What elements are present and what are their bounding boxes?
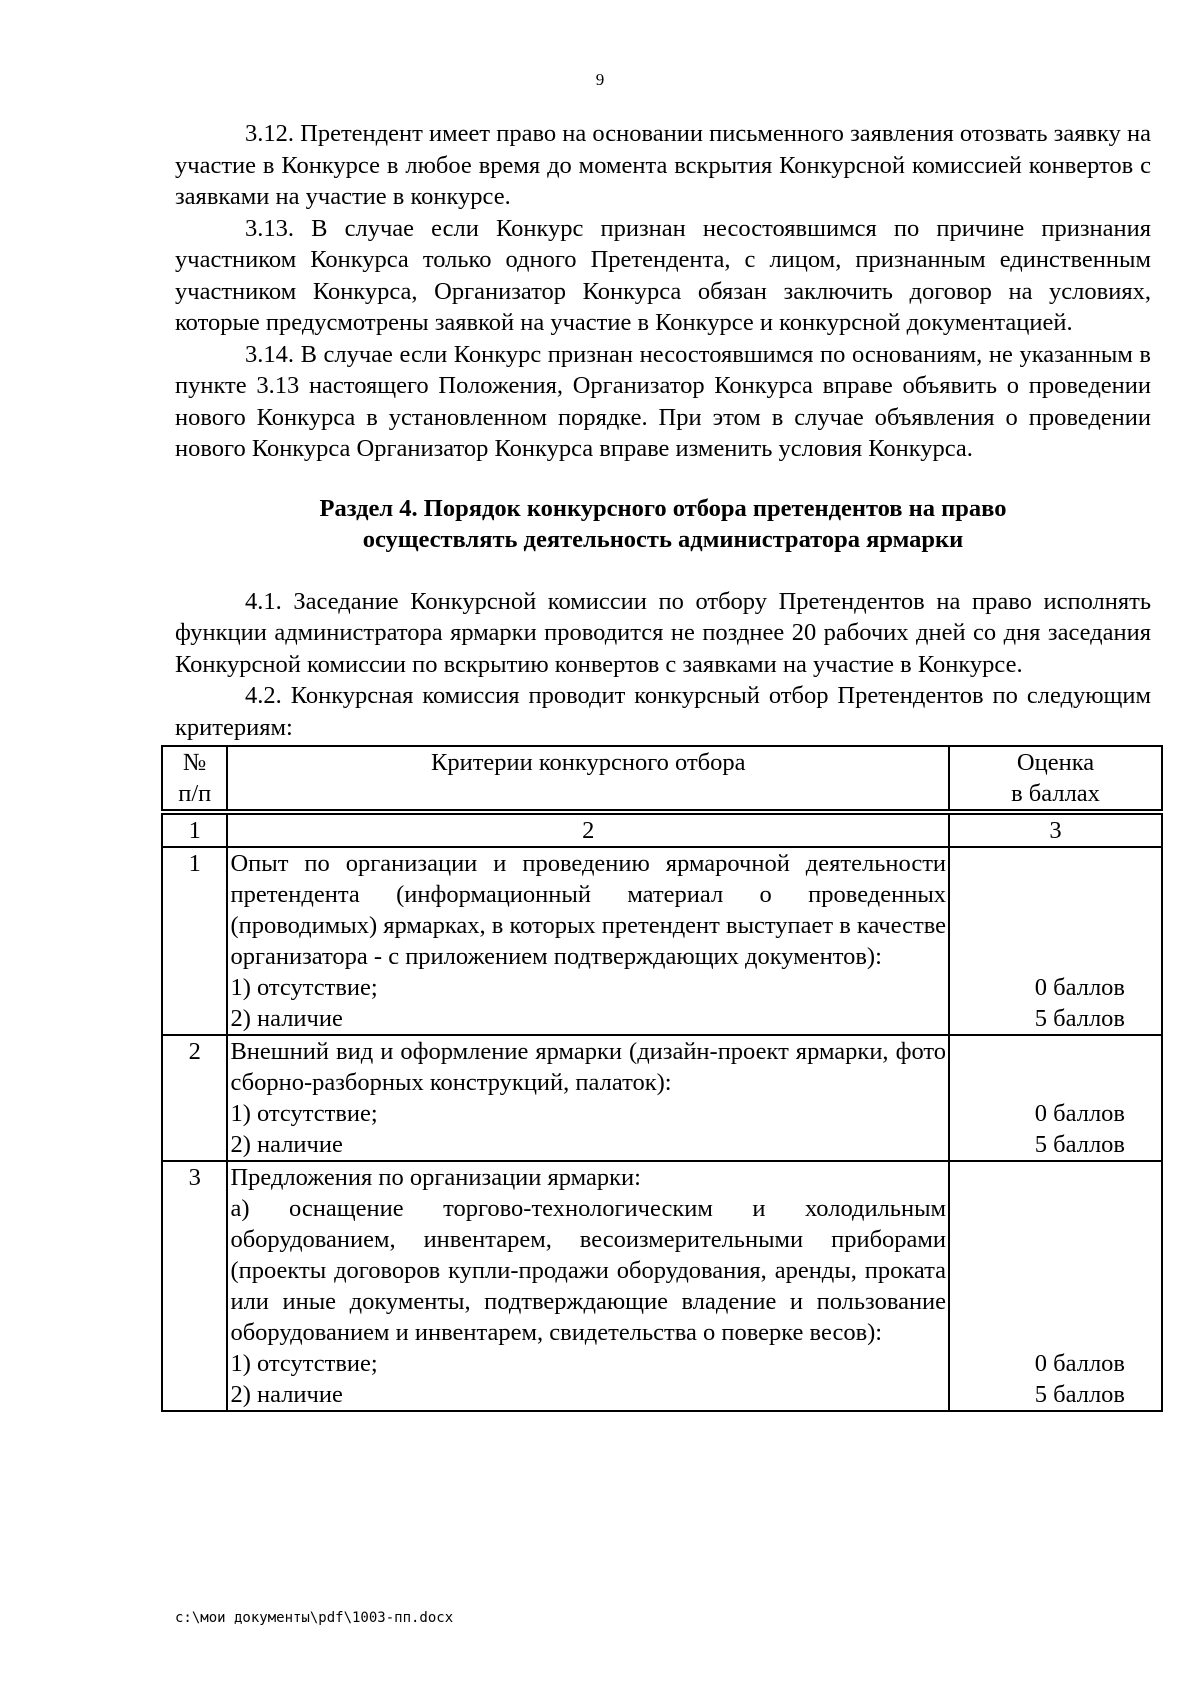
paragraph-3-12: 3.12. Претендент имеет право на основании письменного заявления отозвать заявку на участие в Конкурсе в любое время до момента вскрытия Конкурсной комиссией конвертов с заявками на участие в конкурсе. (175, 120, 1151, 210)
row-score-2: 5 баллов (1034, 1381, 1125, 1408)
header-num-cell (162, 746, 227, 812)
row-option-1: 1) отсутствие; (230, 1100, 378, 1127)
header-score-line1: Оценка (1016, 749, 1095, 776)
row-score-1: 0 баллов (1034, 1350, 1125, 1377)
row-option-2: 2) наличие (230, 1381, 343, 1408)
column-number-1: 1 (162, 812, 227, 847)
section-heading-line1: Раздел 4. Порядок конкурсного отбора претендентов на право (319, 494, 1007, 522)
paragraph-3-14: 3.14. В случае если Конкурс признан несостоявшимся по основаниям, не указанным в пункте 3.13 настоящего Положения, Организатор Конкурса вправе объявить о проведении нового Конкурса в установленном порядке. При этом в случае объявления о проведении нового Конкурса Организатор Конкурса вправе изменить условия Конкурса. (175, 340, 1151, 462)
header-num-line2: п/п (178, 780, 212, 807)
row-scores (949, 847, 1162, 1035)
paragraph-4-1: 4.1. Заседание Конкурсной комиссии по отбору Претендентов на право исполнять функции администратора ярмарки проводится не позднее 20 рабочих дней со дня заседания Конкурсной комиссии по вскрытию конвертов с заявками на участие в Конкурсе. (175, 587, 1151, 678)
table-row (162, 1035, 1162, 1161)
row-option-2: 2) наличие (230, 1005, 343, 1032)
header-num-line1: № (183, 749, 207, 776)
page-number: 9 (595, 70, 605, 89)
row-score-1: 0 баллов (1034, 974, 1125, 1001)
row-num: 3 (162, 1161, 227, 1411)
row-scores (949, 1035, 1162, 1161)
document-body (175, 118, 1151, 1412)
row-score-2: 5 баллов (1034, 1005, 1125, 1032)
paragraph-4-2: 4.2. Конкурсная комиссия проводит конкурсный отбор Претендентов по следующим критериям: (175, 682, 1151, 741)
table-column-numbers-row (162, 812, 1162, 847)
row-score-1: 0 баллов (1034, 1100, 1125, 1127)
row-description: Внешний вид и оформление ярмарки (дизайн-проект ярмарки, фото сборно-разборных конструкций, палаток): (230, 1038, 947, 1096)
table-header-row (162, 746, 1162, 812)
row-description: а) оснащение торгово-технологическим и холодильным оборудованием, инвентарем, весоизмерительными приборами (проекты договоров купли-продажи оборудования, аренды, проката или иные документы, подтверждающие владение и пользование оборудованием и инвентарем, свидетельства о поверке весов): (230, 1195, 947, 1346)
row-option-2: 2) наличие (230, 1131, 343, 1158)
row-description: Опыт по организации и проведению ярмарочной деятельности претендента (информационный материал о проведенных (проводимых) ярмарках, в которых претендент выступает в качестве организатора - с приложением подтверждающих документов): (230, 850, 947, 970)
criteria-table (161, 745, 1163, 1412)
header-criteria-cell: Критерии конкурсного отбора (227, 746, 949, 812)
row-criteria (227, 1035, 949, 1161)
row-scores (949, 1161, 1162, 1411)
row-score-2: 5 баллов (1034, 1131, 1125, 1158)
table-row (162, 1161, 1162, 1411)
header-score-cell (949, 746, 1162, 812)
row-heading: Предложения по организации ярмарки: (230, 1164, 641, 1191)
row-num: 2 (162, 1035, 227, 1161)
row-option-1: 1) отсутствие; (230, 974, 378, 1001)
row-criteria (227, 847, 949, 1035)
paragraph-3-13: 3.13. В случае если Конкурс признан несостоявшимся по причине признания участником Конкурса только одного Претендента, с лицом, признанным единственным участником Конкурса, Организатор Конкурса обязан заключить договор на условиях, которые предусмотрены заявкой на участие в Конкурсе и конкурсной документацией. (175, 214, 1151, 336)
row-option-1: 1) отсутствие; (230, 1350, 378, 1377)
section-heading-line2: осуществлять деятельность администратора ярмарки (362, 526, 964, 553)
row-num: 1 (162, 847, 227, 1035)
row-criteria (227, 1161, 949, 1411)
footer-file-path: c:\мои документы\pdf\1003-пп.docx (175, 1610, 454, 1626)
column-number-2: 2 (227, 812, 949, 847)
section-4-heading (175, 493, 1151, 556)
table-row (162, 847, 1162, 1035)
header-score-line2: в баллах (1011, 780, 1100, 807)
column-number-3: 3 (949, 812, 1162, 847)
